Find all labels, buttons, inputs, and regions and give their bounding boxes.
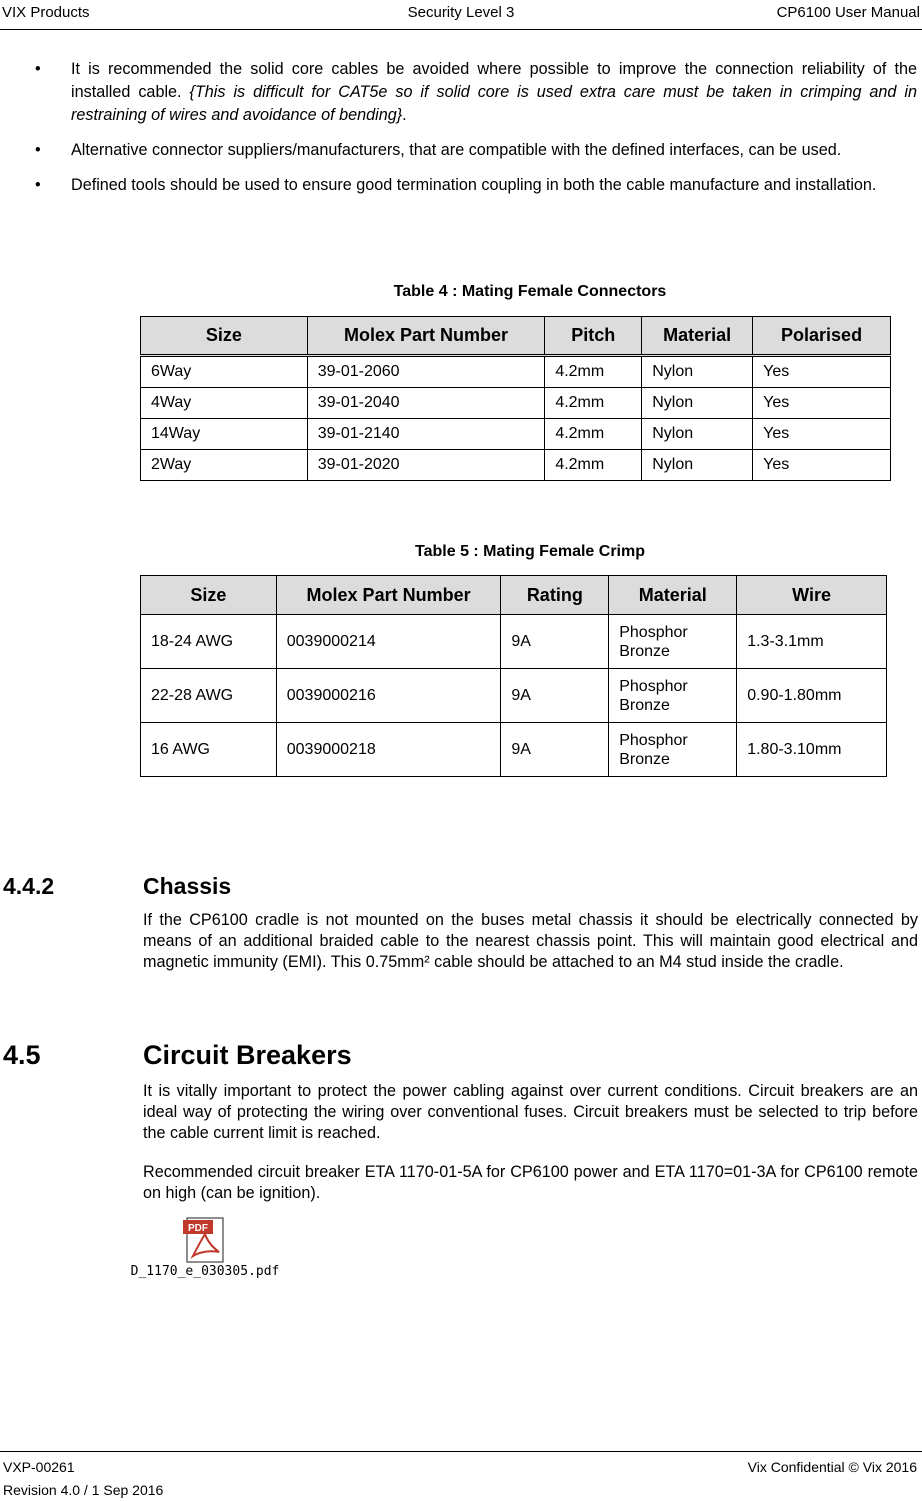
bullet-symbol: • xyxy=(35,60,41,78)
header-right: CP6100 User Manual xyxy=(776,4,920,21)
table-cell: Phosphor Bronze xyxy=(609,723,737,777)
table-5-caption: Table 5 : Mating Female Crimp xyxy=(415,543,645,560)
page-footer xyxy=(0,1451,922,1498)
table-cell: 1.3-3.1mm xyxy=(737,615,887,669)
table-cell: 0039000218 xyxy=(276,723,501,777)
table-cell: Nylon xyxy=(642,388,753,419)
table-row xyxy=(141,419,891,450)
table-cell: 9A xyxy=(501,615,609,669)
section-title: Circuit Breakers xyxy=(143,1040,352,1070)
column-header: Molex Part Number xyxy=(307,317,545,356)
table-row xyxy=(141,388,891,419)
column-header: Molex Part Number xyxy=(276,576,501,615)
table-cell: 4.2mm xyxy=(545,419,642,450)
column-header: Rating xyxy=(501,576,609,615)
table-cell: 4.2mm xyxy=(545,356,642,388)
bullet-item xyxy=(35,58,917,127)
pdf-attachment[interactable] xyxy=(110,1216,300,1280)
mating-female-crimp-table xyxy=(140,575,887,777)
table-cell: 22-28 AWG xyxy=(141,669,277,723)
table-cell: Yes xyxy=(753,356,891,388)
bullet-tail: . xyxy=(402,106,407,124)
column-header: Pitch xyxy=(545,317,642,356)
bullet-item xyxy=(35,139,917,162)
table-cell: 0039000216 xyxy=(276,669,501,723)
table-cell: 0.90-1.80mm xyxy=(737,669,887,723)
pdf-badge: PDF xyxy=(188,1223,208,1234)
table-cell: Nylon xyxy=(642,450,753,481)
circuit-breakers-paragraph: It is vitally important to protect the power cabling against over current conditions. Circuit breakers are an ideal way of protecting the wiring over conventional fuses. Circuit breakers must be selected to trip before the cable current limit is reached. xyxy=(143,1082,918,1142)
table-cell: 18-24 AWG xyxy=(141,615,277,669)
footer-confidential: Vix Confidential © Vix 2016 xyxy=(747,1459,917,1475)
bullet-text: It is recommended the solid core cables be avoided where possible to improve the connection reliability of the installed cable. xyxy=(71,60,917,101)
circuit-breaker-recommendation: Recommended circuit breaker ETA 1170-01-5A for CP6100 power and ETA 1170=01-3A for CP6100 remote on high (can be ignition). xyxy=(143,1163,918,1202)
table-row xyxy=(141,615,887,669)
table-cell: Yes xyxy=(753,450,891,481)
mating-female-connectors-table xyxy=(140,316,891,481)
table-cell: 4.2mm xyxy=(545,388,642,419)
column-header: Size xyxy=(141,576,277,615)
bullet-item xyxy=(35,174,917,197)
bullet-italic-note: {This is difficult for CAT5e so if solid core is used extra care must be taken in crimping and in restraining of wires and avoidance of bending} xyxy=(71,83,917,124)
bullet-symbol: • xyxy=(35,176,41,194)
header-left: VIX Products xyxy=(2,4,90,21)
table-row xyxy=(141,723,887,777)
section-number: 4.5 xyxy=(3,1040,41,1070)
table-cell: Nylon xyxy=(642,356,753,388)
bullet-text: Alternative connector suppliers/manufacturers, that are compatible with the defined interfaces, can be used. xyxy=(71,141,842,159)
table-cell: 0039000214 xyxy=(276,615,501,669)
table-cell: Phosphor Bronze xyxy=(609,615,737,669)
footer-doc-id: VXP-00261 xyxy=(3,1459,75,1475)
column-header: Size xyxy=(141,317,308,356)
bullet-symbol: • xyxy=(35,141,41,159)
table-cell: 2Way xyxy=(141,450,308,481)
table-4-caption: Table 4 : Mating Female Connectors xyxy=(393,283,667,300)
table-cell: 39-01-2060 xyxy=(307,356,545,388)
table-cell: 4.2mm xyxy=(545,450,642,481)
table-cell: 16 AWG xyxy=(141,723,277,777)
page-header xyxy=(0,0,922,30)
chassis-paragraph: If the CP6100 cradle is not mounted on the buses metal chassis it should be electrically connected by means of an additional braided cable to the nearest chassis point. This will maintain good electrical and magnetic immunity (EMI). This 0.75mm² cable should be attached to an M4 stud inside the cradle. xyxy=(143,911,918,971)
section-number: 4.4.2 xyxy=(3,873,55,899)
table-cell: Yes xyxy=(753,419,891,450)
table-header-row xyxy=(141,576,887,615)
table-row xyxy=(141,450,891,481)
pdf-filename[interactable]: D_1170_e_030305.pdf xyxy=(130,1264,280,1279)
table-cell: Yes xyxy=(753,388,891,419)
bullet-list xyxy=(35,58,917,209)
table-header-row xyxy=(141,317,891,356)
header-center: Security Level 3 xyxy=(407,4,515,21)
table-cell: Phosphor Bronze xyxy=(609,669,737,723)
column-header: Polarised xyxy=(753,317,891,356)
table-cell: 39-01-2020 xyxy=(307,450,545,481)
table-row xyxy=(141,669,887,723)
table-cell: 14Way xyxy=(141,419,308,450)
table-cell: 6Way xyxy=(141,356,308,388)
pdf-file-icon[interactable] xyxy=(181,1216,229,1264)
table-cell: 9A xyxy=(501,723,609,777)
column-header: Material xyxy=(642,317,753,356)
bullet-text: Defined tools should be used to ensure good termination coupling in both the cable manufacture and installation. xyxy=(71,176,877,194)
table-row xyxy=(141,356,891,388)
table-cell: 9A xyxy=(501,669,609,723)
column-header: Material xyxy=(609,576,737,615)
footer-revision: Revision 4.0 / 1 Sep 2016 xyxy=(3,1482,164,1498)
table-cell: 39-01-2140 xyxy=(307,419,545,450)
table-cell: 39-01-2040 xyxy=(307,388,545,419)
column-header: Wire xyxy=(737,576,887,615)
table-cell: 4Way xyxy=(141,388,308,419)
table-cell: Nylon xyxy=(642,419,753,450)
section-title: Chassis xyxy=(143,873,232,899)
table-cell: 1.80-3.10mm xyxy=(737,723,887,777)
